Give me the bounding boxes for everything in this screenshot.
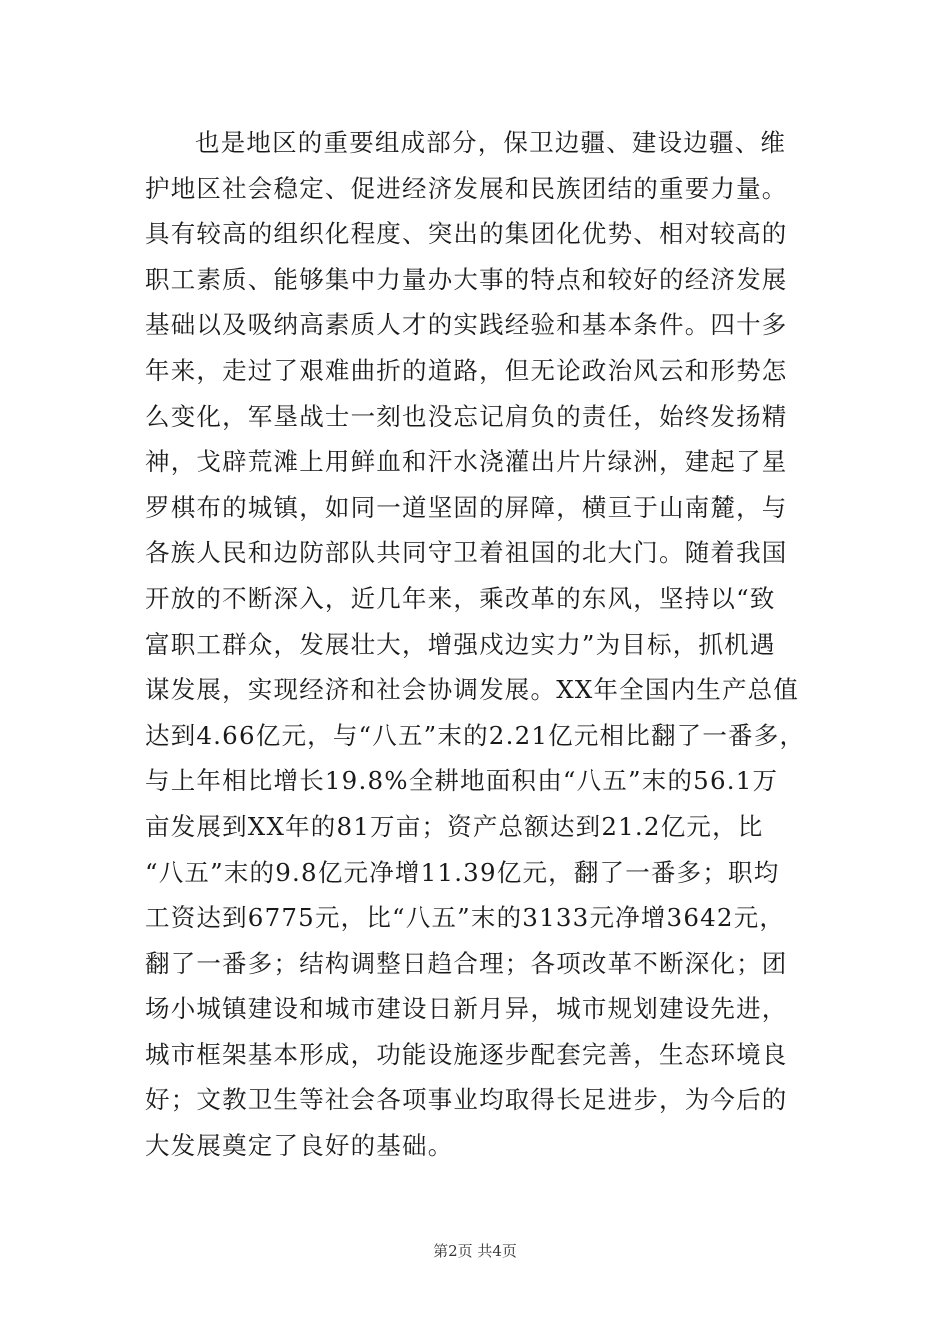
paragraph-line: 开放的不断深入，近几年来，乘改革的东风，坚持以“致 xyxy=(145,583,776,613)
page-number-footer: 第2页 共4页 xyxy=(433,1242,517,1260)
paragraph-line: 亩发展到XX年的81万亩；资产总额达到21.2亿元，比 xyxy=(145,811,764,841)
paragraph-line: “八五”末的9.8亿元净增11.39亿元，翻了一番多；职均 xyxy=(145,857,780,887)
paragraph-line: 达到4.66亿元，与“八五”末的2.21亿元相比翻了一番多， xyxy=(145,720,806,750)
paragraph-line: 城市框架基本形成，功能设施逐步配套完善，生态环境良 xyxy=(145,1039,788,1069)
paragraph-line: 场小城镇建设和城市建设日新月异，城市规划建设先进， xyxy=(145,994,788,1024)
paragraph-line: 富职工群众，发展壮大，增强戍边实力”为目标，抓机遇 xyxy=(145,629,776,659)
paragraph-line: 大发展奠定了良好的基础。 xyxy=(145,1131,454,1161)
paragraph-line: 各族人民和边防部队共同守卫着祖国的北大门。随着我国 xyxy=(145,538,788,568)
paragraph-line: 护地区社会稳定、促进经济发展和民族团结的重要力量。 xyxy=(145,173,788,203)
paragraph-line: 职工素质、能够集中力量办大事的特点和较好的经济发展 xyxy=(145,264,788,294)
paragraph-line: 谋发展，实现经济和社会协调发展。XX年全国内生产总值 xyxy=(145,675,800,705)
paragraph-line: 么变化，军垦战士一刻也没忘记肩负的责任，始终发扬精 xyxy=(145,401,788,431)
paragraph-line: 神，戈辟荒滩上用鲜血和汗水浇灌出片片绿洲，建起了星 xyxy=(145,447,788,477)
paragraph-line: 具有较高的组织化程度、突出的集团化优势、相对较高的 xyxy=(145,219,788,249)
paragraph-line: 与上年相比增长19.8%全耕地面积由“八五”末的56.1万 xyxy=(145,766,779,796)
paragraph-line: 工资达到6775元，比“八五”末的3133元净增3642元， xyxy=(145,903,786,933)
paragraph-line: 罗棋布的城镇，如同一道坚固的屏障，横亘于山南麓，与 xyxy=(145,492,788,522)
paragraph-line: 也是地区的重要组成部分，保卫边疆、建设边疆、维 xyxy=(195,128,787,157)
paragraph-line: 翻了一番多；结构调整日趋合理；各项改革不断深化；团 xyxy=(145,948,788,978)
paragraph-line: 年来，走过了艰难曲折的道路，但无论政治风云和形势怎 xyxy=(145,355,788,385)
body-paragraph xyxy=(145,120,820,1169)
paragraph-line: 好；文教卫生等社会各项事业均取得长足进步，为今后的 xyxy=(145,1085,788,1115)
paragraph-line: 基础以及吸纳高素质人才的实践经验和基本条件。四十多 xyxy=(145,310,788,340)
